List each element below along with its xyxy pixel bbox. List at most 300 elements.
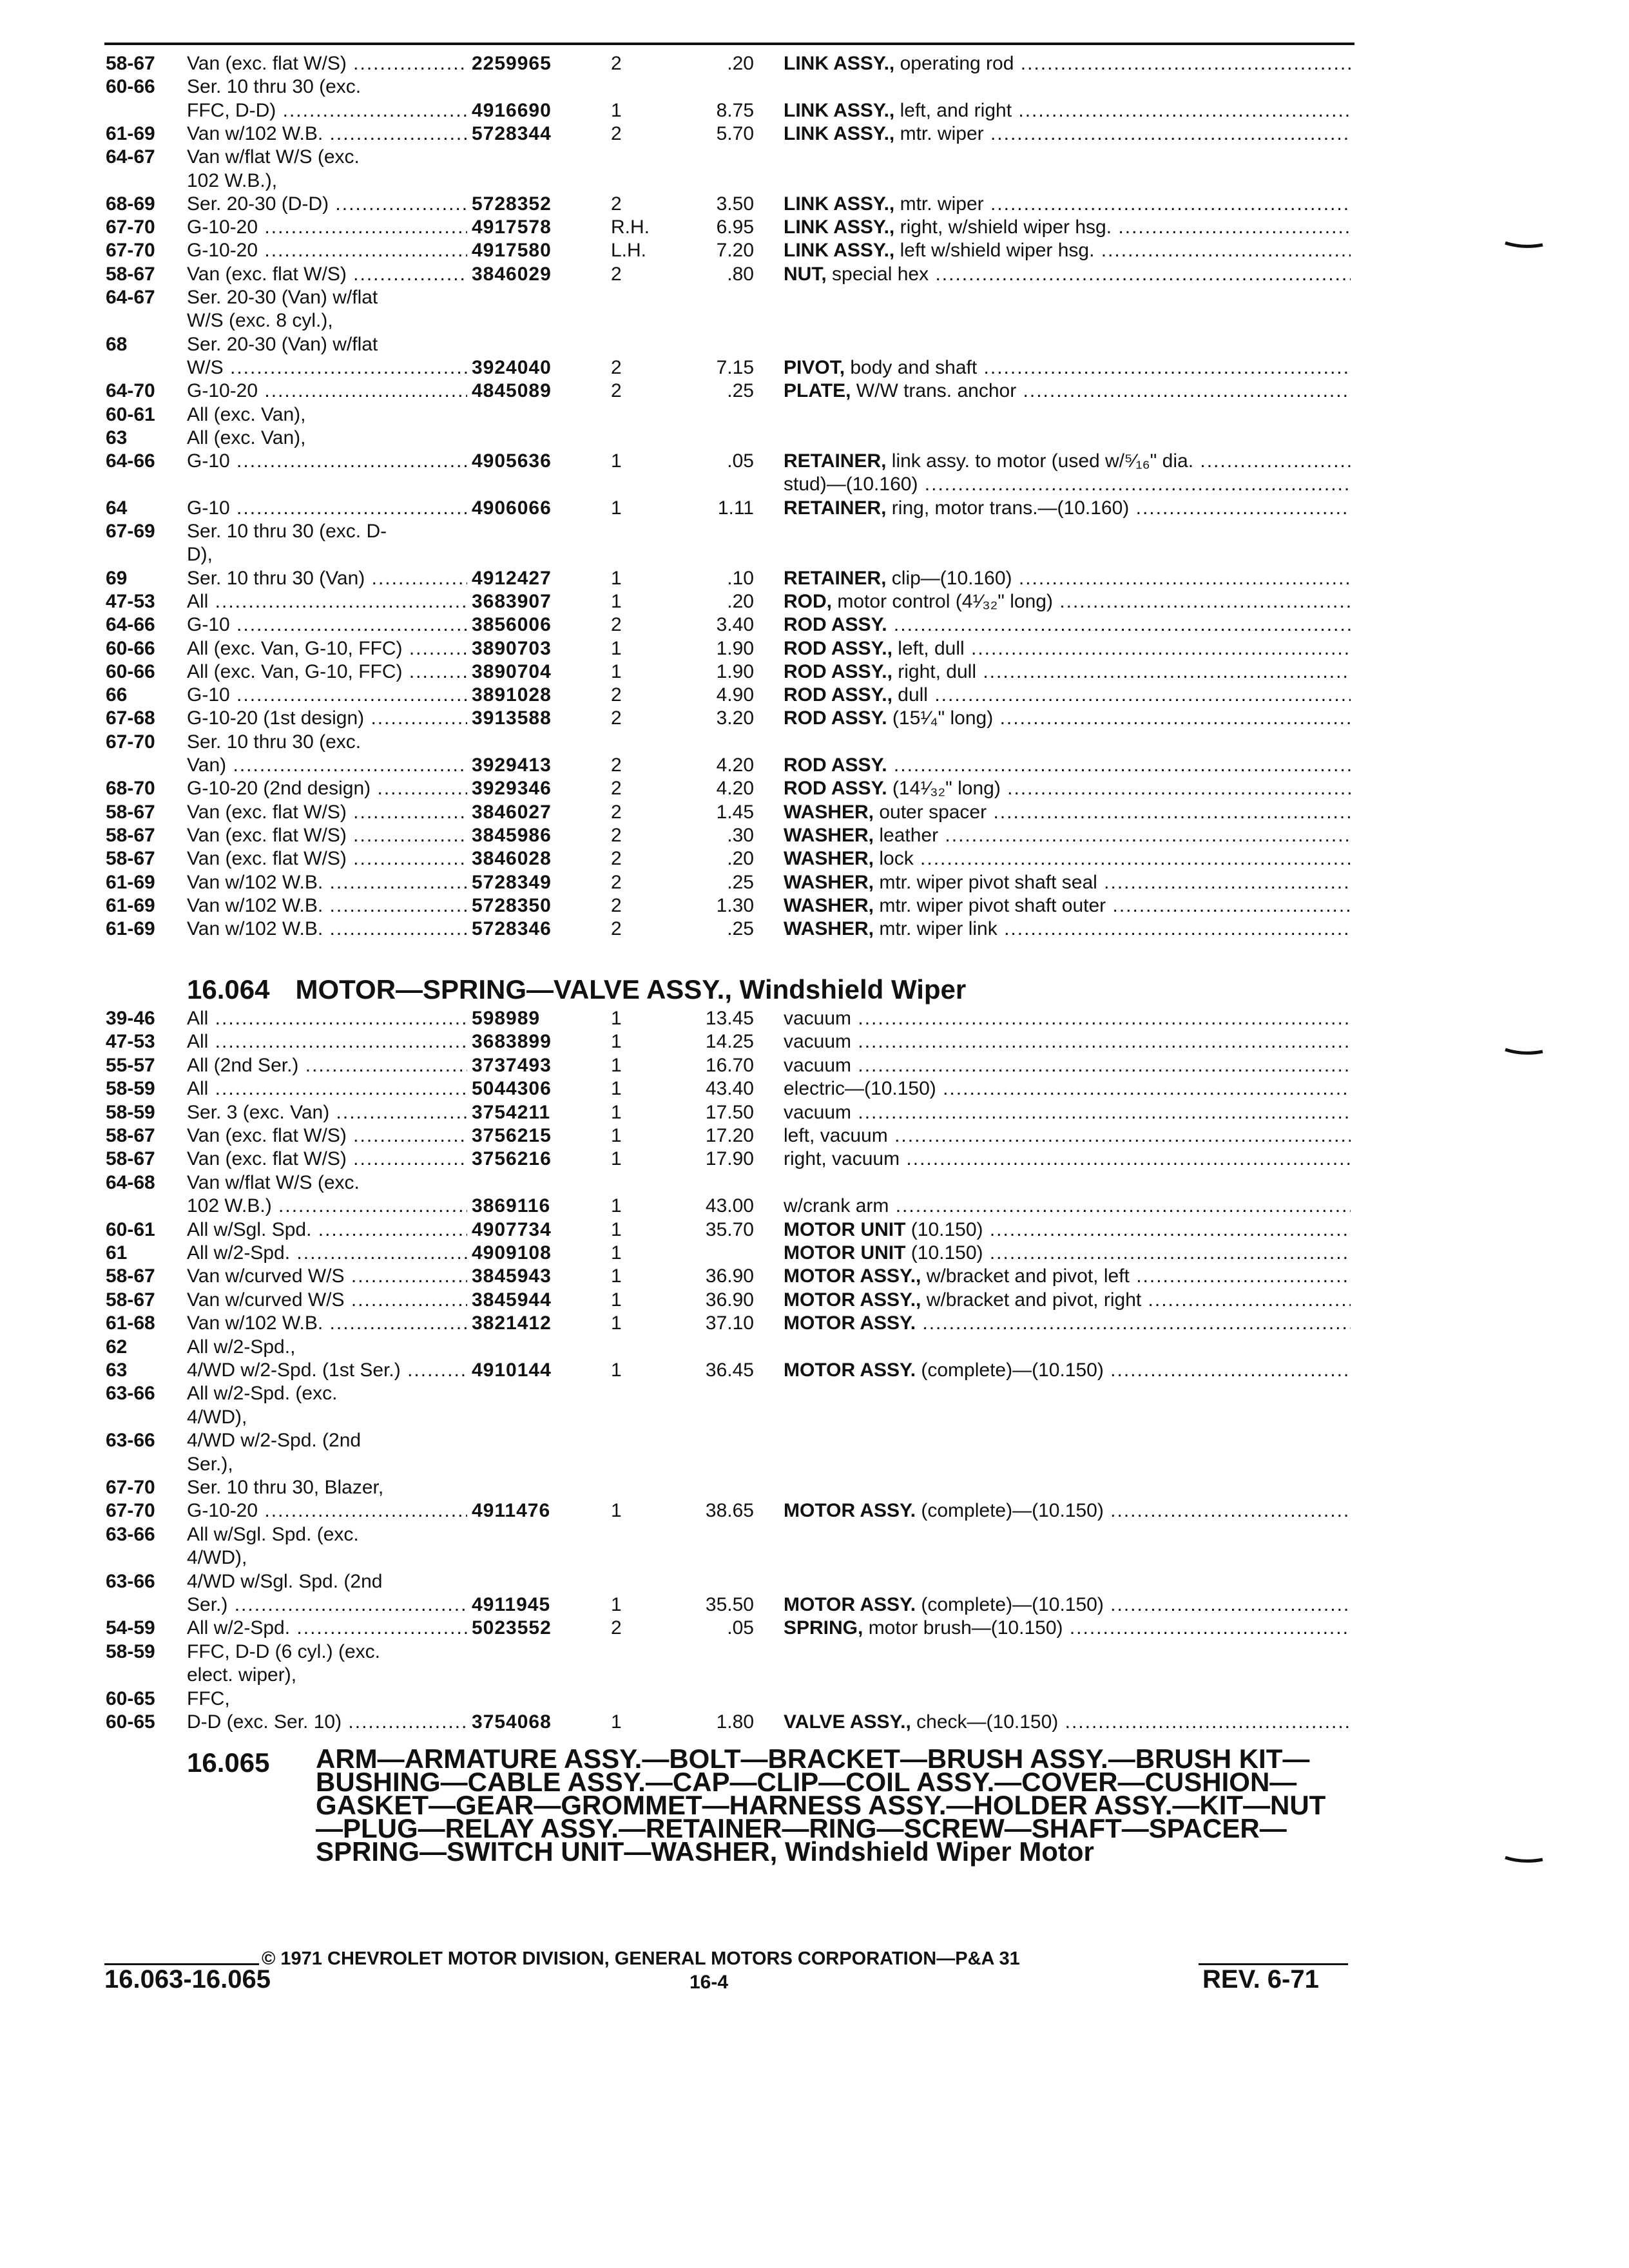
part-detail: mtr. wiper pivot shaft outer bbox=[874, 894, 1106, 916]
part-row bbox=[0, 1218, 1629, 1242]
model-years: 61 bbox=[106, 1242, 128, 1264]
section-064-heading bbox=[187, 974, 966, 1005]
application: Van w/102 W.B. ..... bbox=[187, 870, 467, 894]
part-name: MOTOR ASSY. bbox=[784, 1312, 916, 1334]
quantity: 1 bbox=[611, 660, 622, 682]
price: 1.80 bbox=[716, 1711, 754, 1733]
quantity: 1 bbox=[611, 637, 622, 659]
price: 43.40 bbox=[705, 1078, 754, 1100]
part-row bbox=[0, 1687, 1629, 1711]
quantity: 2 bbox=[611, 894, 622, 916]
quantity: 2 bbox=[611, 53, 622, 74]
description bbox=[784, 823, 1351, 847]
description bbox=[784, 753, 1351, 777]
price: 1.30 bbox=[716, 894, 754, 916]
part-number: 2259965 bbox=[472, 53, 552, 74]
price: .25 bbox=[727, 918, 754, 940]
part-number: 4909108 bbox=[472, 1242, 552, 1264]
part-name: LINK ASSY., bbox=[784, 240, 895, 262]
price: 1.90 bbox=[716, 637, 754, 659]
part-row bbox=[0, 1523, 1629, 1546]
application: All w/2-Spd. ..... bbox=[187, 1616, 467, 1640]
model-years: 58-67 bbox=[106, 1289, 155, 1311]
part-number: 598989 bbox=[472, 1008, 541, 1029]
description bbox=[784, 356, 1351, 380]
model-years: 63 bbox=[106, 427, 128, 448]
application: All (2nd Ser.) ..... bbox=[187, 1053, 467, 1077]
description bbox=[784, 1077, 1351, 1100]
quantity: 2 bbox=[611, 871, 622, 893]
application: All (exc. Van, G-10, FFC) ..... bbox=[187, 660, 467, 684]
part-number: 4916690 bbox=[472, 99, 552, 121]
model-years: 64-66 bbox=[106, 614, 155, 636]
price: 17.90 bbox=[705, 1148, 754, 1170]
part-row bbox=[0, 543, 1629, 566]
quantity: 1 bbox=[611, 1312, 622, 1334]
part-name: ROD ASSY. bbox=[784, 614, 887, 636]
description bbox=[784, 1194, 1351, 1218]
model-years: 60-66 bbox=[106, 637, 155, 659]
price: 16.70 bbox=[705, 1054, 754, 1076]
application: Van w/102 W.B. ..... bbox=[187, 917, 467, 941]
price: .05 bbox=[727, 1617, 754, 1639]
part-name: LINK ASSY., bbox=[784, 53, 895, 74]
part-detail: right, w/shield wiper hsg. bbox=[894, 216, 1112, 238]
part-name: WASHER, bbox=[784, 801, 874, 823]
model-years: 47-53 bbox=[106, 590, 155, 612]
model-years: 63 bbox=[106, 1360, 128, 1381]
quantity: 2 bbox=[611, 801, 622, 823]
description bbox=[784, 1100, 1351, 1124]
part-detail: leather bbox=[874, 824, 939, 846]
part-detail: left, and right bbox=[894, 99, 1012, 121]
part-name: ROD ASSY., bbox=[784, 637, 892, 659]
part-row bbox=[0, 660, 1629, 684]
application: G-10-20 (2nd design) ..... bbox=[187, 776, 467, 800]
quantity: 1 bbox=[611, 1265, 622, 1287]
model-years: 63-66 bbox=[106, 1523, 155, 1545]
application: All (exc. Van), bbox=[187, 403, 306, 425]
part-row bbox=[0, 870, 1629, 894]
application: All w/Sgl. Spd. (exc. bbox=[187, 1523, 359, 1545]
punch-mark bbox=[1504, 241, 1544, 250]
description bbox=[784, 1030, 1351, 1053]
part-name: LINK ASSY., bbox=[784, 99, 895, 121]
quantity: 2 bbox=[611, 193, 622, 215]
model-years: 47-53 bbox=[106, 1031, 155, 1053]
price: 1.90 bbox=[716, 660, 754, 682]
part-row bbox=[0, 1452, 1629, 1476]
part-name: WASHER, bbox=[784, 848, 874, 870]
application: G-10-20 ..... bbox=[187, 215, 467, 239]
description bbox=[784, 1593, 1351, 1617]
part-number: 4910144 bbox=[472, 1360, 552, 1381]
price: 5.70 bbox=[716, 122, 754, 144]
description bbox=[784, 262, 1351, 286]
part-row bbox=[0, 1171, 1629, 1195]
part-name: VALVE ASSY., bbox=[784, 1711, 911, 1733]
model-years: 58-59 bbox=[106, 1101, 155, 1123]
model-years: 69 bbox=[106, 567, 128, 589]
part-row bbox=[0, 215, 1629, 239]
price: .20 bbox=[727, 590, 754, 612]
part-detail: (15¹⁄₄" long) bbox=[887, 707, 994, 729]
part-row bbox=[0, 823, 1629, 847]
part-row bbox=[0, 800, 1629, 824]
part-name: ROD ASSY. bbox=[784, 778, 887, 800]
part-detail: (complete)—(10.150) bbox=[916, 1594, 1104, 1615]
application: Ser.), bbox=[187, 1453, 233, 1475]
application: G-10-20 ..... bbox=[187, 238, 467, 262]
part-row bbox=[0, 238, 1629, 262]
part-number: 4917580 bbox=[472, 240, 552, 262]
part-name: WASHER, bbox=[784, 871, 874, 893]
quantity: 1 bbox=[611, 1218, 622, 1240]
description bbox=[784, 917, 1351, 941]
price: 35.70 bbox=[705, 1218, 754, 1240]
application: Van (exc. flat W/S) ..... bbox=[187, 847, 467, 870]
application: Van w/102 W.B. ..... bbox=[187, 1311, 467, 1335]
part-detail: w/crank arm bbox=[784, 1195, 889, 1217]
part-row bbox=[0, 847, 1629, 870]
description bbox=[784, 1053, 1351, 1077]
description bbox=[784, 1241, 1351, 1265]
description bbox=[784, 1288, 1351, 1312]
application: Ser. 3 (exc. Van) ..... bbox=[187, 1100, 467, 1124]
part-detail: ring, motor trans.—(10.160) bbox=[886, 497, 1130, 519]
part-detail: mtr. wiper bbox=[894, 193, 984, 215]
application: Van w/102 W.B. ..... bbox=[187, 894, 467, 918]
description bbox=[784, 613, 1351, 637]
description bbox=[784, 1124, 1351, 1148]
part-detail: right, dull bbox=[892, 660, 977, 682]
part-row bbox=[0, 613, 1629, 637]
part-row bbox=[0, 1546, 1629, 1570]
application: 102 W.B.), bbox=[187, 169, 278, 191]
application: 102 W.B.) ..... bbox=[187, 1194, 467, 1218]
model-years: 64-67 bbox=[106, 146, 155, 168]
quantity: 1 bbox=[611, 1360, 622, 1381]
part-number: 3845986 bbox=[472, 824, 552, 846]
price: .05 bbox=[727, 450, 754, 472]
part-number: 4911945 bbox=[472, 1594, 551, 1615]
price: 37.10 bbox=[705, 1312, 754, 1334]
part-row bbox=[0, 145, 1629, 169]
quantity: 2 bbox=[611, 778, 622, 800]
model-years: 63-66 bbox=[106, 1570, 155, 1592]
part-name: ROD, bbox=[784, 590, 832, 612]
part-name: PIVOT, bbox=[784, 356, 845, 378]
description bbox=[784, 706, 1351, 730]
model-years: 68-70 bbox=[106, 778, 155, 800]
section-064-title: MOTOR—SPRING—VALVE ASSY., Windshield Wiper bbox=[295, 974, 967, 1004]
footer-section-range: 16.063-16.065 bbox=[104, 1965, 271, 1994]
application: All (exc. Van, G-10, FFC) ..... bbox=[187, 637, 467, 660]
part-row bbox=[0, 472, 1629, 496]
quantity: 1 bbox=[611, 1711, 622, 1733]
part-detail: left, dull bbox=[892, 637, 965, 659]
part-row bbox=[0, 1570, 1629, 1593]
description bbox=[784, 870, 1351, 894]
quantity: 1 bbox=[611, 1195, 622, 1217]
part-row bbox=[0, 917, 1629, 941]
application: FFC, D-D) ..... bbox=[187, 99, 467, 122]
quantity: 1 bbox=[611, 590, 622, 612]
part-row bbox=[0, 1358, 1629, 1382]
price: 4.20 bbox=[716, 778, 754, 800]
model-years: 58-67 bbox=[106, 824, 155, 846]
model-years: 64-67 bbox=[106, 287, 155, 308]
part-row bbox=[0, 590, 1629, 613]
part-detail: (complete)—(10.150) bbox=[916, 1360, 1104, 1381]
price: 14.25 bbox=[705, 1031, 754, 1053]
description bbox=[784, 192, 1351, 216]
quantity: 1 bbox=[611, 1148, 622, 1170]
application: W/S (exc. 8 cyl.), bbox=[187, 310, 333, 332]
part-row bbox=[0, 356, 1629, 380]
price: 13.45 bbox=[705, 1008, 754, 1029]
description bbox=[784, 1006, 1351, 1030]
part-detail: vacuum bbox=[784, 1008, 852, 1029]
model-years: 64-66 bbox=[106, 450, 155, 472]
application: G-10 ..... bbox=[187, 613, 467, 637]
model-years: 64 bbox=[106, 497, 128, 519]
part-detail: electric—(10.150) bbox=[784, 1078, 936, 1100]
application: Ser. 10 thru 30, Blazer, bbox=[187, 1477, 384, 1498]
part-detail: vacuum bbox=[784, 1031, 852, 1053]
part-detail: left, vacuum bbox=[784, 1125, 888, 1146]
price: .20 bbox=[727, 53, 754, 74]
part-row bbox=[0, 1124, 1629, 1148]
application: G-10 ..... bbox=[187, 496, 467, 520]
part-row bbox=[0, 1640, 1629, 1664]
application: Ser. 20-30 (Van) w/flat bbox=[187, 287, 378, 308]
part-row bbox=[0, 1499, 1629, 1523]
model-years: 58-67 bbox=[106, 53, 155, 74]
part-number: 4845089 bbox=[472, 380, 552, 402]
part-number: 3683907 bbox=[472, 590, 552, 612]
part-number: 3929346 bbox=[472, 778, 552, 800]
part-number: 3756216 bbox=[472, 1148, 552, 1170]
description bbox=[784, 379, 1351, 403]
application: 4/WD), bbox=[187, 1547, 247, 1569]
quantity: 1 bbox=[611, 1008, 622, 1029]
model-years: 64-70 bbox=[106, 380, 155, 402]
part-name: LINK ASSY., bbox=[784, 193, 895, 215]
part-row bbox=[0, 1077, 1629, 1100]
part-number: 3821412 bbox=[472, 1312, 552, 1334]
part-number: 3891028 bbox=[472, 684, 552, 706]
part-number: 3890703 bbox=[472, 637, 552, 659]
section-064-number: 16.064 bbox=[187, 974, 270, 1004]
application: All w/2-Spd., bbox=[187, 1336, 296, 1358]
top-rule bbox=[104, 43, 1354, 45]
application: Ser. 20-30 (Van) w/flat bbox=[187, 333, 378, 355]
part-row bbox=[0, 1381, 1629, 1405]
price: 3.40 bbox=[716, 614, 754, 636]
quantity: 2 bbox=[611, 380, 622, 402]
price: .25 bbox=[727, 871, 754, 893]
application: Van w/curved W/S ..... bbox=[187, 1264, 467, 1288]
description bbox=[784, 660, 1351, 684]
part-detail: (10.150) bbox=[905, 1218, 983, 1240]
model-years: 58-67 bbox=[106, 1148, 155, 1170]
part-row bbox=[0, 1264, 1629, 1288]
part-row bbox=[0, 1053, 1629, 1077]
application: G-10 ..... bbox=[187, 449, 467, 473]
part-detail: left w/shield wiper hsg. bbox=[894, 240, 1095, 262]
price: 1.45 bbox=[716, 801, 754, 823]
price: 4.20 bbox=[716, 754, 754, 776]
part-number: 5728350 bbox=[472, 894, 552, 916]
part-number: 3845944 bbox=[472, 1289, 552, 1311]
part-number: 5728349 bbox=[472, 871, 552, 893]
part-row bbox=[0, 1241, 1629, 1265]
part-detail: special hex bbox=[826, 263, 929, 285]
part-row bbox=[0, 309, 1629, 332]
description bbox=[784, 1311, 1351, 1335]
description bbox=[784, 776, 1351, 800]
part-row bbox=[0, 1710, 1629, 1734]
part-row bbox=[0, 99, 1629, 122]
part-row bbox=[0, 426, 1629, 450]
model-years: 60-65 bbox=[106, 1687, 155, 1709]
model-years: 60-66 bbox=[106, 660, 155, 682]
application: Van (exc. flat W/S) ..... bbox=[187, 1147, 467, 1171]
model-years: 60-65 bbox=[106, 1711, 155, 1733]
quantity: 1 bbox=[611, 1031, 622, 1053]
quantity: R.H. bbox=[611, 216, 650, 238]
part-row bbox=[0, 683, 1629, 707]
description bbox=[784, 1147, 1351, 1171]
price: 35.50 bbox=[705, 1594, 754, 1615]
part-detail: motor brush—(10.150) bbox=[863, 1617, 1063, 1639]
model-years: 63-66 bbox=[106, 1430, 155, 1452]
model-years: 39-46 bbox=[106, 1008, 155, 1029]
part-number: 3845943 bbox=[472, 1265, 552, 1287]
part-detail: (complete)—(10.150) bbox=[916, 1500, 1104, 1522]
part-name: MOTOR ASSY. bbox=[784, 1500, 916, 1522]
part-row bbox=[0, 894, 1629, 918]
model-years: 58-59 bbox=[106, 1640, 155, 1662]
part-row bbox=[0, 1428, 1629, 1452]
part-number: 5728344 bbox=[472, 122, 552, 144]
model-years: 60-66 bbox=[106, 76, 155, 98]
model-years: 61-69 bbox=[106, 918, 155, 940]
part-detail: outer spacer bbox=[874, 801, 987, 823]
application: All w/2-Spd. (exc. bbox=[187, 1383, 338, 1405]
quantity: 1 bbox=[611, 1125, 622, 1146]
part-row bbox=[0, 1311, 1629, 1335]
application: Van) ..... bbox=[187, 753, 467, 777]
description bbox=[784, 99, 1351, 122]
application: All ..... bbox=[187, 1030, 467, 1053]
part-number: 4912427 bbox=[472, 567, 552, 589]
description bbox=[784, 1218, 1351, 1242]
part-row bbox=[0, 192, 1629, 216]
part-detail: mtr. wiper pivot shaft seal bbox=[874, 871, 1097, 893]
part-detail: stud)—(10.160) bbox=[784, 474, 918, 495]
model-years: 58-67 bbox=[106, 263, 155, 285]
part-name: MOTOR ASSY., bbox=[784, 1289, 921, 1311]
application: Van (exc. flat W/S) ..... bbox=[187, 52, 467, 75]
application: All w/Sgl. Spd. ..... bbox=[187, 1218, 467, 1242]
application: All ..... bbox=[187, 1006, 467, 1030]
part-row bbox=[0, 1335, 1629, 1359]
model-years: 64-68 bbox=[106, 1171, 155, 1193]
description bbox=[784, 215, 1351, 239]
application: Van w/flat W/S (exc. bbox=[187, 146, 360, 168]
quantity: 2 bbox=[611, 263, 622, 285]
model-years: 58-59 bbox=[106, 1078, 155, 1100]
quantity: 2 bbox=[611, 684, 622, 706]
part-detail: (14¹⁄₃₂" long) bbox=[887, 778, 1001, 800]
part-row bbox=[0, 1616, 1629, 1640]
model-years: 61-69 bbox=[106, 871, 155, 893]
part-number: 3846029 bbox=[472, 263, 552, 285]
description bbox=[784, 496, 1351, 520]
model-years: 67-70 bbox=[106, 216, 155, 238]
part-number: 3683899 bbox=[472, 1031, 552, 1053]
price: 1.11 bbox=[717, 497, 754, 519]
part-detail: check—(10.150) bbox=[911, 1711, 1059, 1733]
part-detail: vacuum bbox=[784, 1101, 852, 1123]
quantity: L.H. bbox=[611, 240, 647, 262]
application: 4/WD w/Sgl. Spd. (2nd bbox=[187, 1570, 383, 1592]
application: Ser.) ..... bbox=[187, 1593, 467, 1617]
part-number: 4905636 bbox=[472, 450, 552, 472]
application: G-10 ..... bbox=[187, 683, 467, 707]
footer-copyright: © 1971 CHEVROLET MOTOR DIVISION, GENERAL MOTORS CORPORATION—P&A 31 bbox=[262, 1948, 1020, 1969]
part-detail: w/bracket and pivot, right bbox=[921, 1289, 1142, 1311]
application: FFC, bbox=[187, 1687, 230, 1709]
description bbox=[784, 472, 1351, 496]
quantity: 1 bbox=[611, 1242, 622, 1264]
quantity: 2 bbox=[611, 614, 622, 636]
quantity: 1 bbox=[611, 99, 622, 121]
quantity: 1 bbox=[611, 1078, 622, 1100]
punch-mark bbox=[1504, 1856, 1544, 1865]
price: .20 bbox=[727, 848, 754, 870]
part-number: 5044306 bbox=[472, 1078, 552, 1100]
part-number: 3890704 bbox=[472, 660, 552, 682]
part-detail: mtr. wiper link bbox=[874, 918, 998, 940]
price: .80 bbox=[727, 263, 754, 285]
application: Ser. 10 thru 30 (exc. bbox=[187, 731, 361, 753]
price: 36.90 bbox=[705, 1265, 754, 1287]
price: 4.90 bbox=[716, 684, 754, 706]
application: Van (exc. flat W/S) ..... bbox=[187, 823, 467, 847]
part-row bbox=[0, 1100, 1629, 1124]
price: 43.00 bbox=[705, 1195, 754, 1217]
part-row bbox=[0, 285, 1629, 309]
price: 38.65 bbox=[705, 1500, 754, 1522]
part-name: LINK ASSY., bbox=[784, 122, 895, 144]
description bbox=[784, 683, 1351, 707]
part-number: 3756215 bbox=[472, 1125, 552, 1146]
part-detail: mtr. wiper bbox=[894, 122, 984, 144]
description bbox=[784, 847, 1351, 870]
part-row bbox=[0, 753, 1629, 777]
application: Van (exc. flat W/S) ..... bbox=[187, 262, 467, 286]
description bbox=[784, 590, 1351, 613]
model-years: 67-69 bbox=[106, 521, 155, 542]
application: G-10-20 ..... bbox=[187, 379, 467, 403]
quantity: 2 bbox=[611, 754, 622, 776]
part-number: 3846028 bbox=[472, 848, 552, 870]
description bbox=[784, 1616, 1351, 1640]
application: Van w/flat W/S (exc. bbox=[187, 1171, 360, 1193]
